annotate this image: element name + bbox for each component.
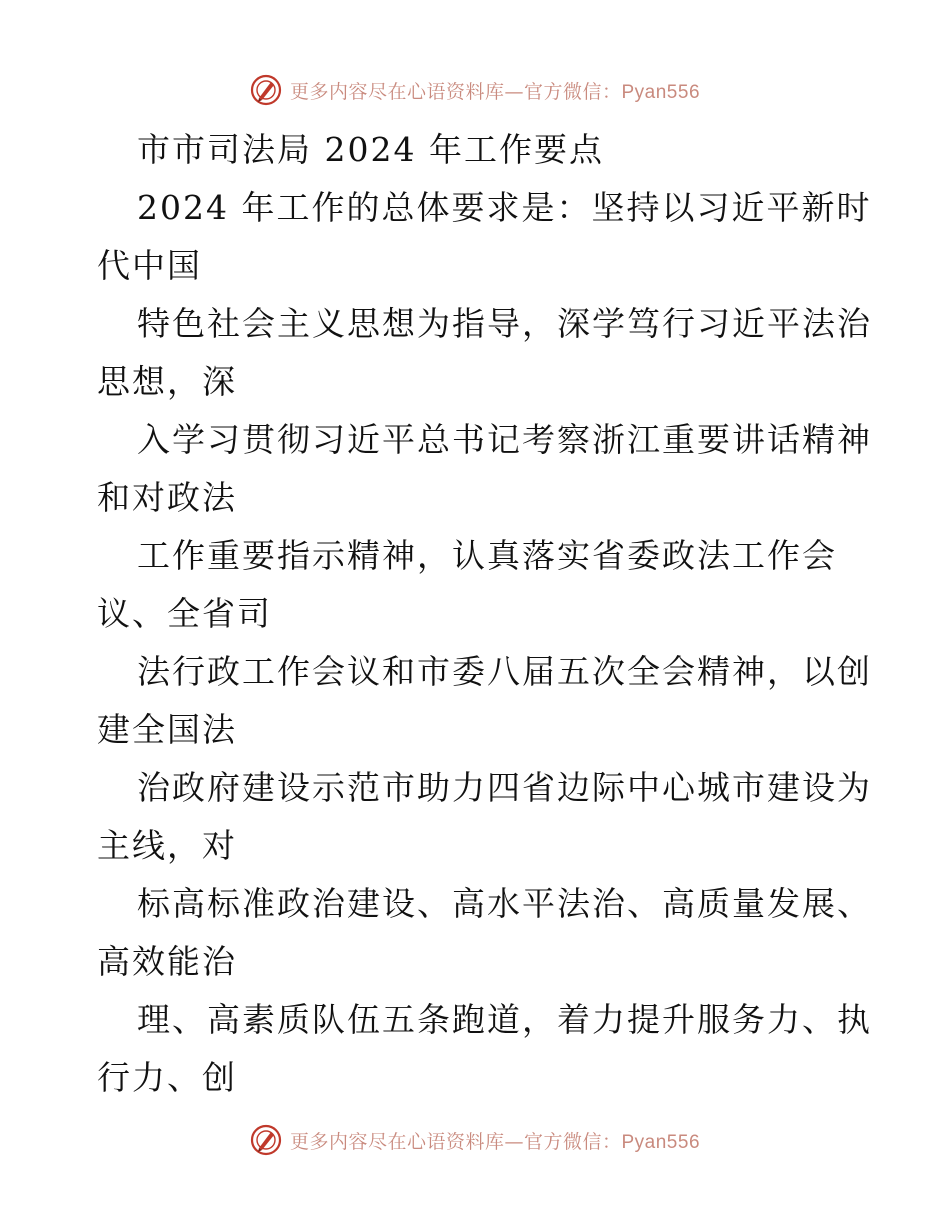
paragraph-line: 主线，对 <box>97 826 237 865</box>
paragraph-line: 特色社会主义思想为指导，深学笃行习近平法治 <box>137 304 872 343</box>
paragraph-line: 建全国法 <box>97 710 237 749</box>
watermark-text: 更多内容尽在心语资料库—官方微信：Pyan556 <box>289 80 701 103</box>
paragraph-line: 2024 年工作的总体要求是：坚持以习近平新时 <box>137 188 872 227</box>
paragraph-line: 工作重要指示精神，认真落实省委政法工作会 <box>137 536 837 575</box>
paragraph-line: 代中国 <box>97 246 202 285</box>
paragraph-line: 和对政法 <box>97 478 237 517</box>
paragraph-line: 法行政工作会议和市委八届五次全会精神，以创 <box>137 652 872 691</box>
watermark-handle: Pyan556 <box>621 81 701 103</box>
watermark-text: 更多内容尽在心语资料库—官方微信：Pyan556 <box>289 1130 701 1153</box>
watermark-handle: Pyan556 <box>621 1131 701 1153</box>
paragraph-line: 标高标准政治建设、高水平法治、高质量发展、 <box>137 884 872 923</box>
paragraph-line: 议、全省司 <box>97 594 272 633</box>
pen-logo-icon <box>250 1124 282 1156</box>
paragraph-line: 理、高素质队伍五条跑道，着力提升服务力、执 <box>137 1000 872 1039</box>
pen-logo-icon <box>250 74 282 106</box>
paragraph-line: 思想，深 <box>97 362 237 401</box>
paragraph-line: 高效能治 <box>97 942 237 981</box>
document-title: 市市司法局 2024 年工作要点 <box>137 130 604 169</box>
footer-watermark <box>0 1120 950 1160</box>
paragraph-line: 治政府建设示范市助力四省边际中心城市建设为 <box>137 768 872 807</box>
paragraph-line: 入学习贯彻习近平总书记考察浙江重要讲话精神 <box>137 420 872 459</box>
header-watermark <box>0 70 950 110</box>
paragraph-line: 行力、创 <box>97 1058 237 1097</box>
